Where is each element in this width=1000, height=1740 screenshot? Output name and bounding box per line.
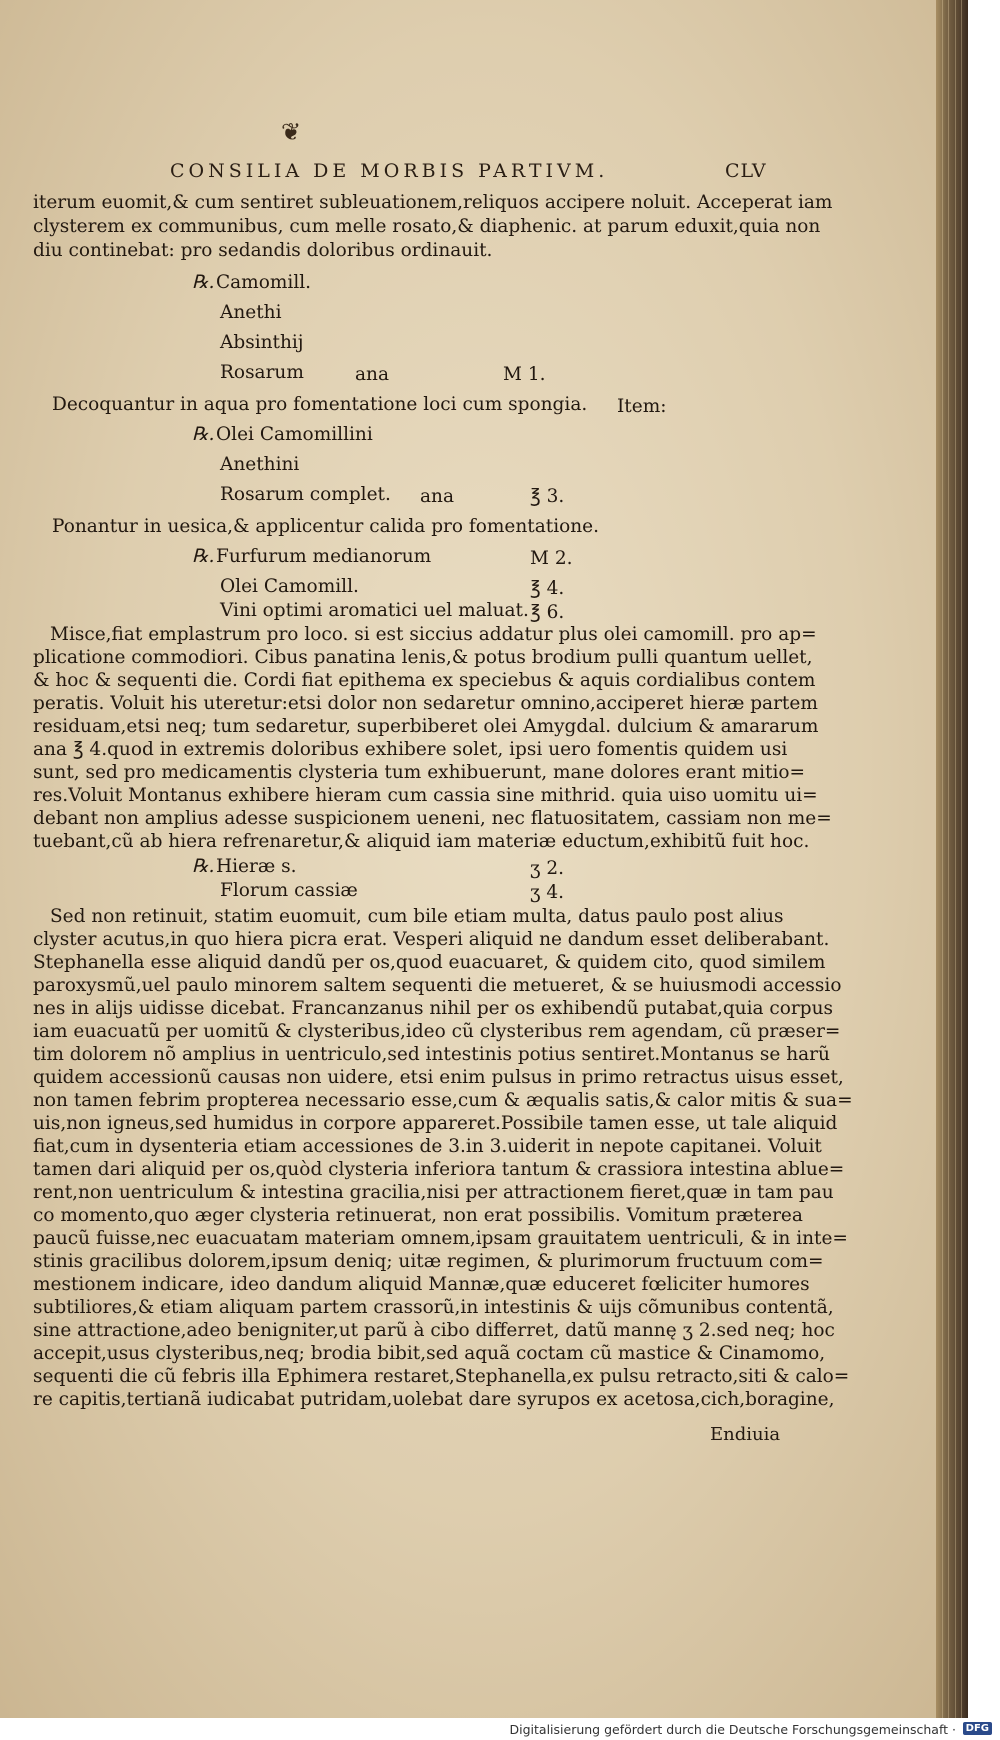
text-line: subtiliores,& etiam aliquam partem crassorũ,in intestinis & uijs cõmunibus contentã, [33,1297,834,1318]
ingredient: Anethi [220,302,282,323]
intro-line: iterum euomit,& cum sentiret subleuationem,reliquos accipere noluit. Acceperat iam [33,192,833,213]
funding-credit: Digitalisierung gefördert durch die Deutsche Forschungsgemeinschaft · [509,1722,956,1737]
ingredient: Camomill. [216,272,312,293]
text-line: tuebant,cũ ab hiera refrenaretur,& aliquid iam materiæ eductum,exhibitũ fuit hoc. [33,831,810,852]
text-line: residuam,etsi neq; tum sedaretur, superbiberet olei Amygdal. dulcium & amararum [33,716,819,737]
text-line: sine attractione,adeo benigniter,ut parũ à cibo differret, datũ mannę ʒ 2.sed neq; hoc [33,1320,835,1341]
page-number: CLV [725,160,767,182]
text-line: debant non amplius adesse suspicionem ueneni, nec flatuositatem, cassiam non me= [33,808,832,829]
ingredient: Vini optimi aromatici uel maluat. [220,600,529,621]
text-line: fiat,cum in dysenteria etiam accessiones de 3.in 3.uiderit in nepote capitanei. Voluit [33,1136,822,1157]
dfg-logo: DFG [963,1722,992,1735]
catchword: Endiuia [710,1424,781,1445]
ingredient: Olei Camomill. [220,576,359,597]
text-line: iam euacuatũ per uomitũ & clysteribus,ideo cũ clysteribus rem agendam, cũ præser= [33,1021,841,1042]
ornament-mark: ❦ [281,118,302,146]
text-line: mestionem indicare, ideo dandum aliquid Mannæ,quæ educeret fœliciter humores [33,1274,810,1295]
recipe-line [192,424,373,446]
text-line: Stephanella esse aliquid dandũ per os,quod euacuaret, & quidem cito, quod similem [33,952,826,973]
text-line: tamen dari aliquid per os,quòd clysteria inferiora tantum & crassiora intestina ablue= [33,1159,845,1180]
text-line: nes in alijs uidisse dicebat. Francanzanus nihil per os exhibendũ putabat,quia corpus [33,998,834,1019]
text-line: accepit,usus clysteribus,neq; brodia bibit,sed aquã coctam cũ mastice & Cinamomo, [33,1343,826,1364]
quantity: ℥ 6. [530,602,565,623]
ingredient: Florum cassiæ [220,880,358,901]
text-line: clyster acutus,in quo hiera picra erat. Vesperi aliquid ne dandum esset deliberabant. [33,929,830,950]
ingredient: Hieræ s. [216,856,297,877]
recipe-line [192,546,431,568]
text-line: ana ℥ 4.quod in extremis doloribus exhibere solet, ipsi uero fomentis quidem usi [33,739,788,760]
ingredient: Rosarum [220,362,304,383]
text-line: non tamen febrim propterea necessario esse,cum & æqualis satis,& calor mitis & sua= [33,1090,853,1111]
text-line: co momento,quo æger clysteria retinuerat, non erat possibilis. Vomitum præterea [33,1205,803,1226]
intro-line: clysterem ex communibus, cum melle rosato,& diaphenic. at parum eduxit,quia non [33,216,821,237]
text-line: tim dolorem nõ amplius in uentriculo,sed intestinis potius sentiret.Montanus se harũ [33,1044,830,1065]
text-line: uis,non igneus,sed humidus in corpore appareret.Possibile tamen esse, ut tale aliquid [33,1113,838,1134]
text-line: peratis. Voluit his uteretur:etsi dolor non sedaretur omnino,acciperet hieræ partem [33,693,818,714]
text-line: Misce,fiat emplastrum pro loco. si est siccius addatur plus olei camomill. pro ap= [50,624,817,645]
text-line: re capitis,tertianã iudicabat putridam,uolebat dare syrupos ex acetosa,cich,boragine, [33,1389,835,1410]
text-line: rent,non uentriculum & intestina gracilia,nisi per attractionem fieret,quæ in tam pau [33,1182,834,1203]
quantity: ℥ 3. [530,486,565,507]
quantity: ʒ 4. [530,882,564,903]
recipe-symbol: ℞. [192,856,215,877]
recipe-symbol: ℞. [192,424,215,445]
text-line: Sed non retinuit, statim euomuit, cum bile etiam multa, datus paulo post alius [50,906,784,927]
running-head: CONSILIA DE MORBIS PARTIVM. [170,160,609,182]
recipe-line [192,856,297,878]
recipe-symbol: ℞. [192,272,215,293]
quantity: M 2. [530,548,573,569]
quantity: M 1. [503,364,546,385]
text-line: paucũ fuisse,nec euacuatam materiam omnem,ipsam grauitatem uentriculi, & in inte= [33,1228,848,1249]
text-line: res.Voluit Montanus exhibere hieram cum cassia sine mithrid. quia uiso uomitu ui= [33,785,818,806]
ingredient: Absinthij [220,332,304,353]
text-line: paroxysmũ,uel paulo minorem saltem sequenti die metueret, & se huiusmodi accessio [33,975,842,996]
text-line: & hoc & sequenti die. Cordi fiat epithema ex speciebus & aquis cordialibus contem [33,670,816,691]
recipe-line [192,272,311,294]
ingredient: Rosarum complet. [220,484,391,505]
intro-line: diu continebat: pro sedandis doloribus ordinauit. [33,240,493,261]
ana-label: ana [420,486,454,507]
text-line: stinis gracilibus dolorem,ipsum deniq; uitæ regimen, & plurimorum fructuum com= [33,1251,824,1272]
ingredient: Olei Camomillini [216,424,373,445]
ingredient: Anethini [220,454,300,475]
ana-label: ana [355,364,389,385]
instruction: Decoquantur in aqua pro fomentatione loci cum spongia. [52,394,588,415]
text-line: plicatione commodiori. Cibus panatina lenis,& potus brodium pulli quantum uellet, [33,647,813,668]
instruction: Ponantur in uesica,& applicentur calida pro fomentatione. [52,516,599,537]
text-line: quidem accessionũ causas non uidere, etsi enim pulsus in primo retractus uisus esset, [33,1067,844,1088]
recipe-symbol: ℞. [192,546,215,567]
text-line: sunt, sed pro medicamentis clysteria tum exhibuerunt, mane dolores erant mitio= [33,762,806,783]
quantity: ʒ 2. [530,858,564,879]
quantity: ℥ 4. [530,578,565,599]
ingredient: Furfurum medianorum [216,546,432,567]
text-line: sequenti die cũ febris illa Ephimera restaret,Stephanella,ex pulsu retracto,siti & calo= [33,1366,850,1387]
item-word: Item: [617,396,667,417]
page-edge [936,0,968,1718]
